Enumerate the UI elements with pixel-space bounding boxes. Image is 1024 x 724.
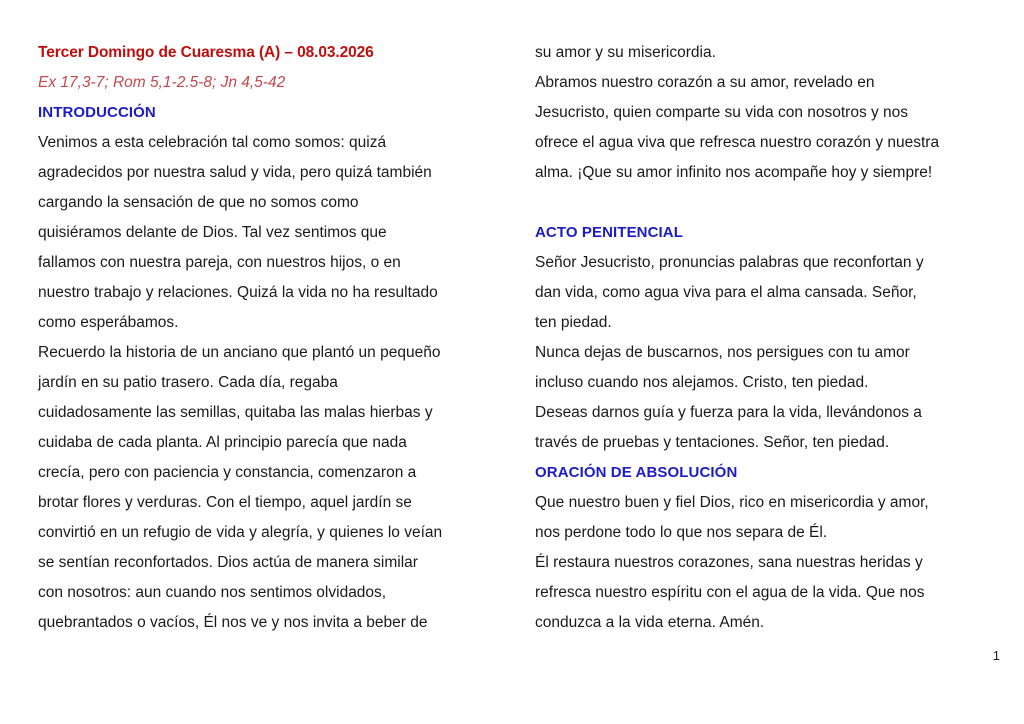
text-line: Deseas darnos guía y fuerza para la vida, llevándonos a: [535, 404, 922, 421]
page-number: 1: [992, 648, 1000, 663]
text-line: Jesucristo, quien comparte su vida con nosotros y nos: [535, 104, 909, 121]
heading-introduccion: INTRODUCCIÓN: [38, 104, 156, 121]
penitential-invocation-1: [535, 248, 1004, 338]
text-line: ten piedad.: [535, 314, 612, 331]
absolution-paragraph-1: [535, 488, 1004, 548]
scripture-readings-line: Ex 17,3-7; Rom 5,1-2.5-8; Jn 4,5-42: [38, 74, 286, 91]
text-line: conduzca a la vida eterna. Amén.: [535, 614, 765, 631]
text-line: través de pruebas y tentaciones. Señor, ten piedad.: [535, 434, 890, 451]
paragraph-introduccion-3: [535, 68, 1004, 188]
text-line: nos perdone todo lo que nos separa de Él.: [535, 524, 828, 541]
text-line: cuidaba de cada planta. Al principio parecía que nada: [38, 434, 407, 451]
text-line: Recuerdo la historia de un anciano que plantó un pequeño: [38, 344, 441, 361]
text-line: como esperábamos.: [38, 314, 179, 331]
text-line: Nunca dejas de buscarnos, nos persigues con tu amor: [535, 344, 910, 361]
text-line: dan vida, como agua viva para el alma cansada. Señor,: [535, 284, 917, 301]
penitential-invocation-2: [535, 338, 1004, 398]
text-line: se sentían reconfortados. Dios actúa de manera similar: [38, 554, 418, 571]
heading-oracion-de-absolucion: ORACIÓN DE ABSOLUCIÓN: [535, 464, 738, 481]
text-line: Que nuestro buen y fiel Dios, rico en misericordia y amor,: [535, 494, 929, 511]
text-line: Abramos nuestro corazón a su amor, revelado en: [535, 74, 875, 91]
paragraph-spacer: [535, 188, 1004, 218]
text-line: incluso cuando nos alejamos. Cristo, ten piedad.: [535, 374, 869, 391]
text-line: alma. ¡Que su amor infinito nos acompañe hoy y siempre!: [535, 164, 933, 181]
absolution-paragraph-2: [535, 548, 1004, 638]
text-line: Señor Jesucristo, pronuncias palabras que reconfortan y: [535, 254, 924, 271]
paragraph-introduccion-1: [38, 128, 498, 338]
text-line: convirtió en un refugio de vida y alegría, y quienes lo veían: [38, 524, 443, 541]
paragraph-introduccion-2: [38, 338, 498, 638]
text-line: Él restaura nuestros corazones, sana nuestras heridas y: [535, 554, 923, 571]
paragraph-continuation: [535, 38, 1004, 68]
text-line: con nosotros: aun cuando nos sentimos olvidados,: [38, 584, 387, 601]
text-line: jardín en su patio trasero. Cada día, regaba: [38, 374, 338, 391]
text-line: fallamos con nuestra pareja, con nuestros hijos, o en: [38, 254, 401, 271]
text-line: su amor y su misericordia.: [535, 44, 716, 61]
text-line: ofrece el agua viva que refresca nuestro corazón y nuestra: [535, 134, 940, 151]
heading-acto-penitencial: ACTO PENITENCIAL: [535, 224, 683, 241]
text-line: crecía, pero con paciencia y constancia, comenzaron a: [38, 464, 417, 481]
document-title: Tercer Domingo de Cuaresma (A) – 08.03.2026: [38, 44, 374, 61]
text-line: Venimos a esta celebración tal como somos: quizá: [38, 134, 387, 151]
text-line: refresca nuestro espíritu con el agua de la vida. Que nos: [535, 584, 925, 601]
text-line: agradecidos por nuestra salud y vida, pero quizá también: [38, 164, 432, 181]
text-line: quebrantados o vacíos, Él nos ve y nos invita a beber de: [38, 614, 428, 631]
penitential-invocation-3: [535, 398, 1004, 458]
text-line: brotar flores y verduras. Con el tiempo, aquel jardín se: [38, 494, 412, 511]
text-line: quisiéramos delante de Dios. Tal vez sentimos que: [38, 224, 387, 241]
right-column: [512, 0, 1024, 724]
text-line: cargando la sensación de que no somos como: [38, 194, 359, 211]
text-line: cuidadosamente las semillas, quitaba las malas hierbas y: [38, 404, 433, 421]
text-line: nuestro trabajo y relaciones. Quizá la vida no ha resultado: [38, 284, 438, 301]
